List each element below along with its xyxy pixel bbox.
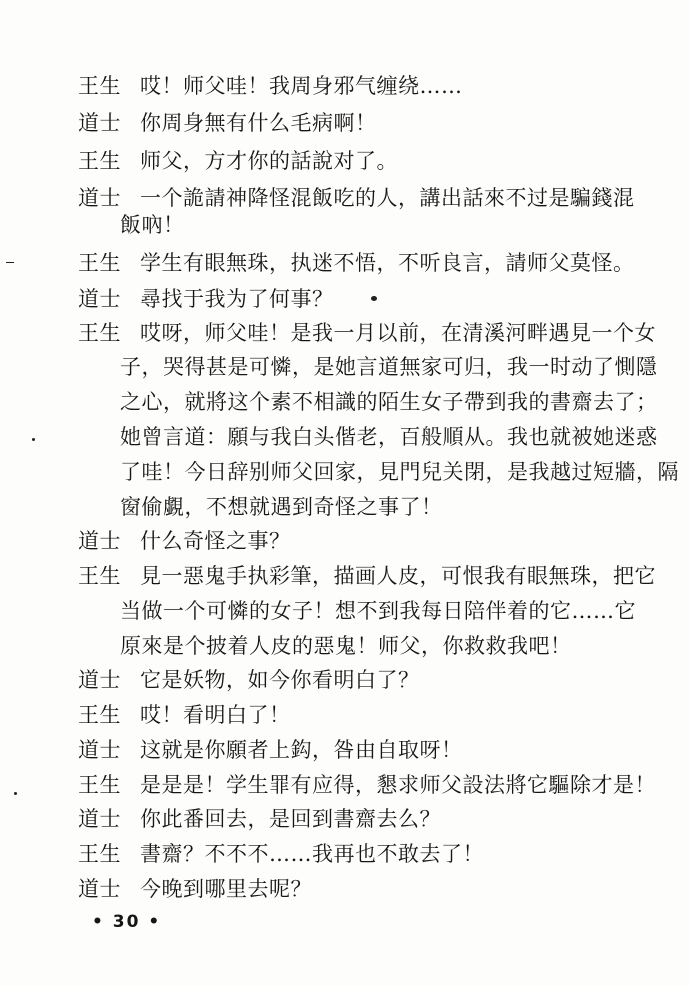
dialogue-continuation [120, 212, 640, 238]
speaker-name: 王生 [78, 321, 121, 345]
speaker-name: 道士 [78, 287, 121, 311]
line-text: 哎！看明白了！ [140, 703, 291, 727]
speaker-name: 王生 [78, 564, 121, 588]
dialogue-line [78, 702, 638, 728]
line-text: 你周身無有什么毛病啊！ [140, 111, 377, 135]
dialogue-line [78, 841, 638, 867]
scan-mark [6, 262, 14, 263]
dialogue-line [78, 563, 656, 589]
line-text: 当做一个可憐的女子！想不到我每日陪伴着的它……它 [120, 599, 636, 623]
line-text: 她曾言道：願与我白头偕老，百般順从。我也就被她迷惑 [120, 425, 658, 449]
line-text: 一个詭請神降怪混飯吃的人，講出話來不过是騙錢混 [140, 186, 635, 210]
dialogue-continuation [120, 494, 640, 520]
dialogue-line [78, 528, 638, 554]
line-text: 原來是个披着人皮的惡鬼！师父，你救救我吧！ [120, 634, 572, 658]
dialogue-line [78, 667, 638, 693]
dialogue-line [78, 110, 638, 136]
line-text: 之心，就將这个素不相識的陌生女子帶到我的書齋去了； [120, 390, 658, 414]
line-text: 是是是！学生罪有应得，懇求师父設法將它驅除才是！ [140, 773, 656, 797]
dialogue-continuation [120, 598, 640, 624]
dialogue-line [78, 806, 638, 832]
dialogue-line [78, 286, 638, 312]
line-text: 师父，方才你的話說对了。 [140, 149, 398, 173]
speaker-name: 王生 [78, 703, 121, 727]
line-text: 哎！师父哇！我周身邪气缠绕…… [140, 74, 463, 98]
speaker-name: 王生 [78, 773, 121, 797]
speaker-name: 王生 [78, 251, 121, 275]
speaker-name: 道士 [78, 186, 121, 210]
line-text: 它是妖物，如今你看明白了？ [140, 668, 420, 692]
line-text: 你此番回去，是回到書齋去么？ [140, 807, 441, 831]
dialogue-continuation [120, 459, 679, 485]
line-text: 窗偷覷，不想就遇到奇怪之事了！ [120, 495, 443, 519]
line-text: 今晚到哪里去呢？ [140, 877, 312, 901]
page-number: • 30 • [92, 912, 162, 932]
speaker-name: 道士 [78, 668, 121, 692]
ink-speck [32, 438, 35, 441]
dialogue-continuation [120, 424, 658, 450]
ink-speck [14, 792, 17, 795]
line-text: 飯吶！ [120, 213, 185, 237]
speaker-name: 道士 [78, 738, 121, 762]
dialogue-line [78, 185, 638, 211]
dialogue-continuation [120, 354, 658, 380]
speaker-name: 王生 [78, 149, 121, 173]
dialogue-line [78, 320, 656, 346]
ink-speck [371, 296, 377, 301]
speaker-name: 道士 [78, 877, 121, 901]
dialogue-line [78, 737, 638, 763]
speaker-name: 道士 [78, 807, 121, 831]
dialogue-continuation [120, 389, 658, 415]
dialogue-line [78, 772, 656, 798]
dialogue-line [78, 73, 638, 99]
line-text: 这就是你願者上鈎，咎由自取呀！ [140, 738, 463, 762]
dialogue-line [78, 250, 638, 276]
dialogue-line [78, 876, 638, 902]
speaker-name: 王生 [78, 842, 121, 866]
line-text: 見一惡鬼手执彩筆，描画人皮，可恨我有眼無珠，把它 [140, 564, 656, 588]
line-text: 書齋？不不不……我再也不敢去了！ [140, 842, 484, 866]
speaker-name: 道士 [78, 111, 121, 135]
line-text: 了哇！今日辞别师父回家，見門兒关閉，是我越过短牆，隔 [120, 460, 679, 484]
speaker-name: 王生 [78, 74, 121, 98]
line-text: 什么奇怪之事？ [140, 529, 291, 553]
line-text: 学生有眼無珠，执迷不悟，不听良言，請师父莫怪。 [140, 251, 635, 275]
line-text: 尋找于我为了何事？ [140, 287, 334, 311]
line-text: 子，哭得甚是可憐，是她言道無家可归，我一时动了惻隱 [120, 355, 658, 379]
dialogue-continuation [120, 633, 640, 659]
speaker-name: 道士 [78, 529, 121, 553]
line-text: 哎呀，师父哇！是我一月以前，在清溪河畔遇見一个女 [140, 321, 656, 345]
dialogue-line [78, 148, 638, 174]
